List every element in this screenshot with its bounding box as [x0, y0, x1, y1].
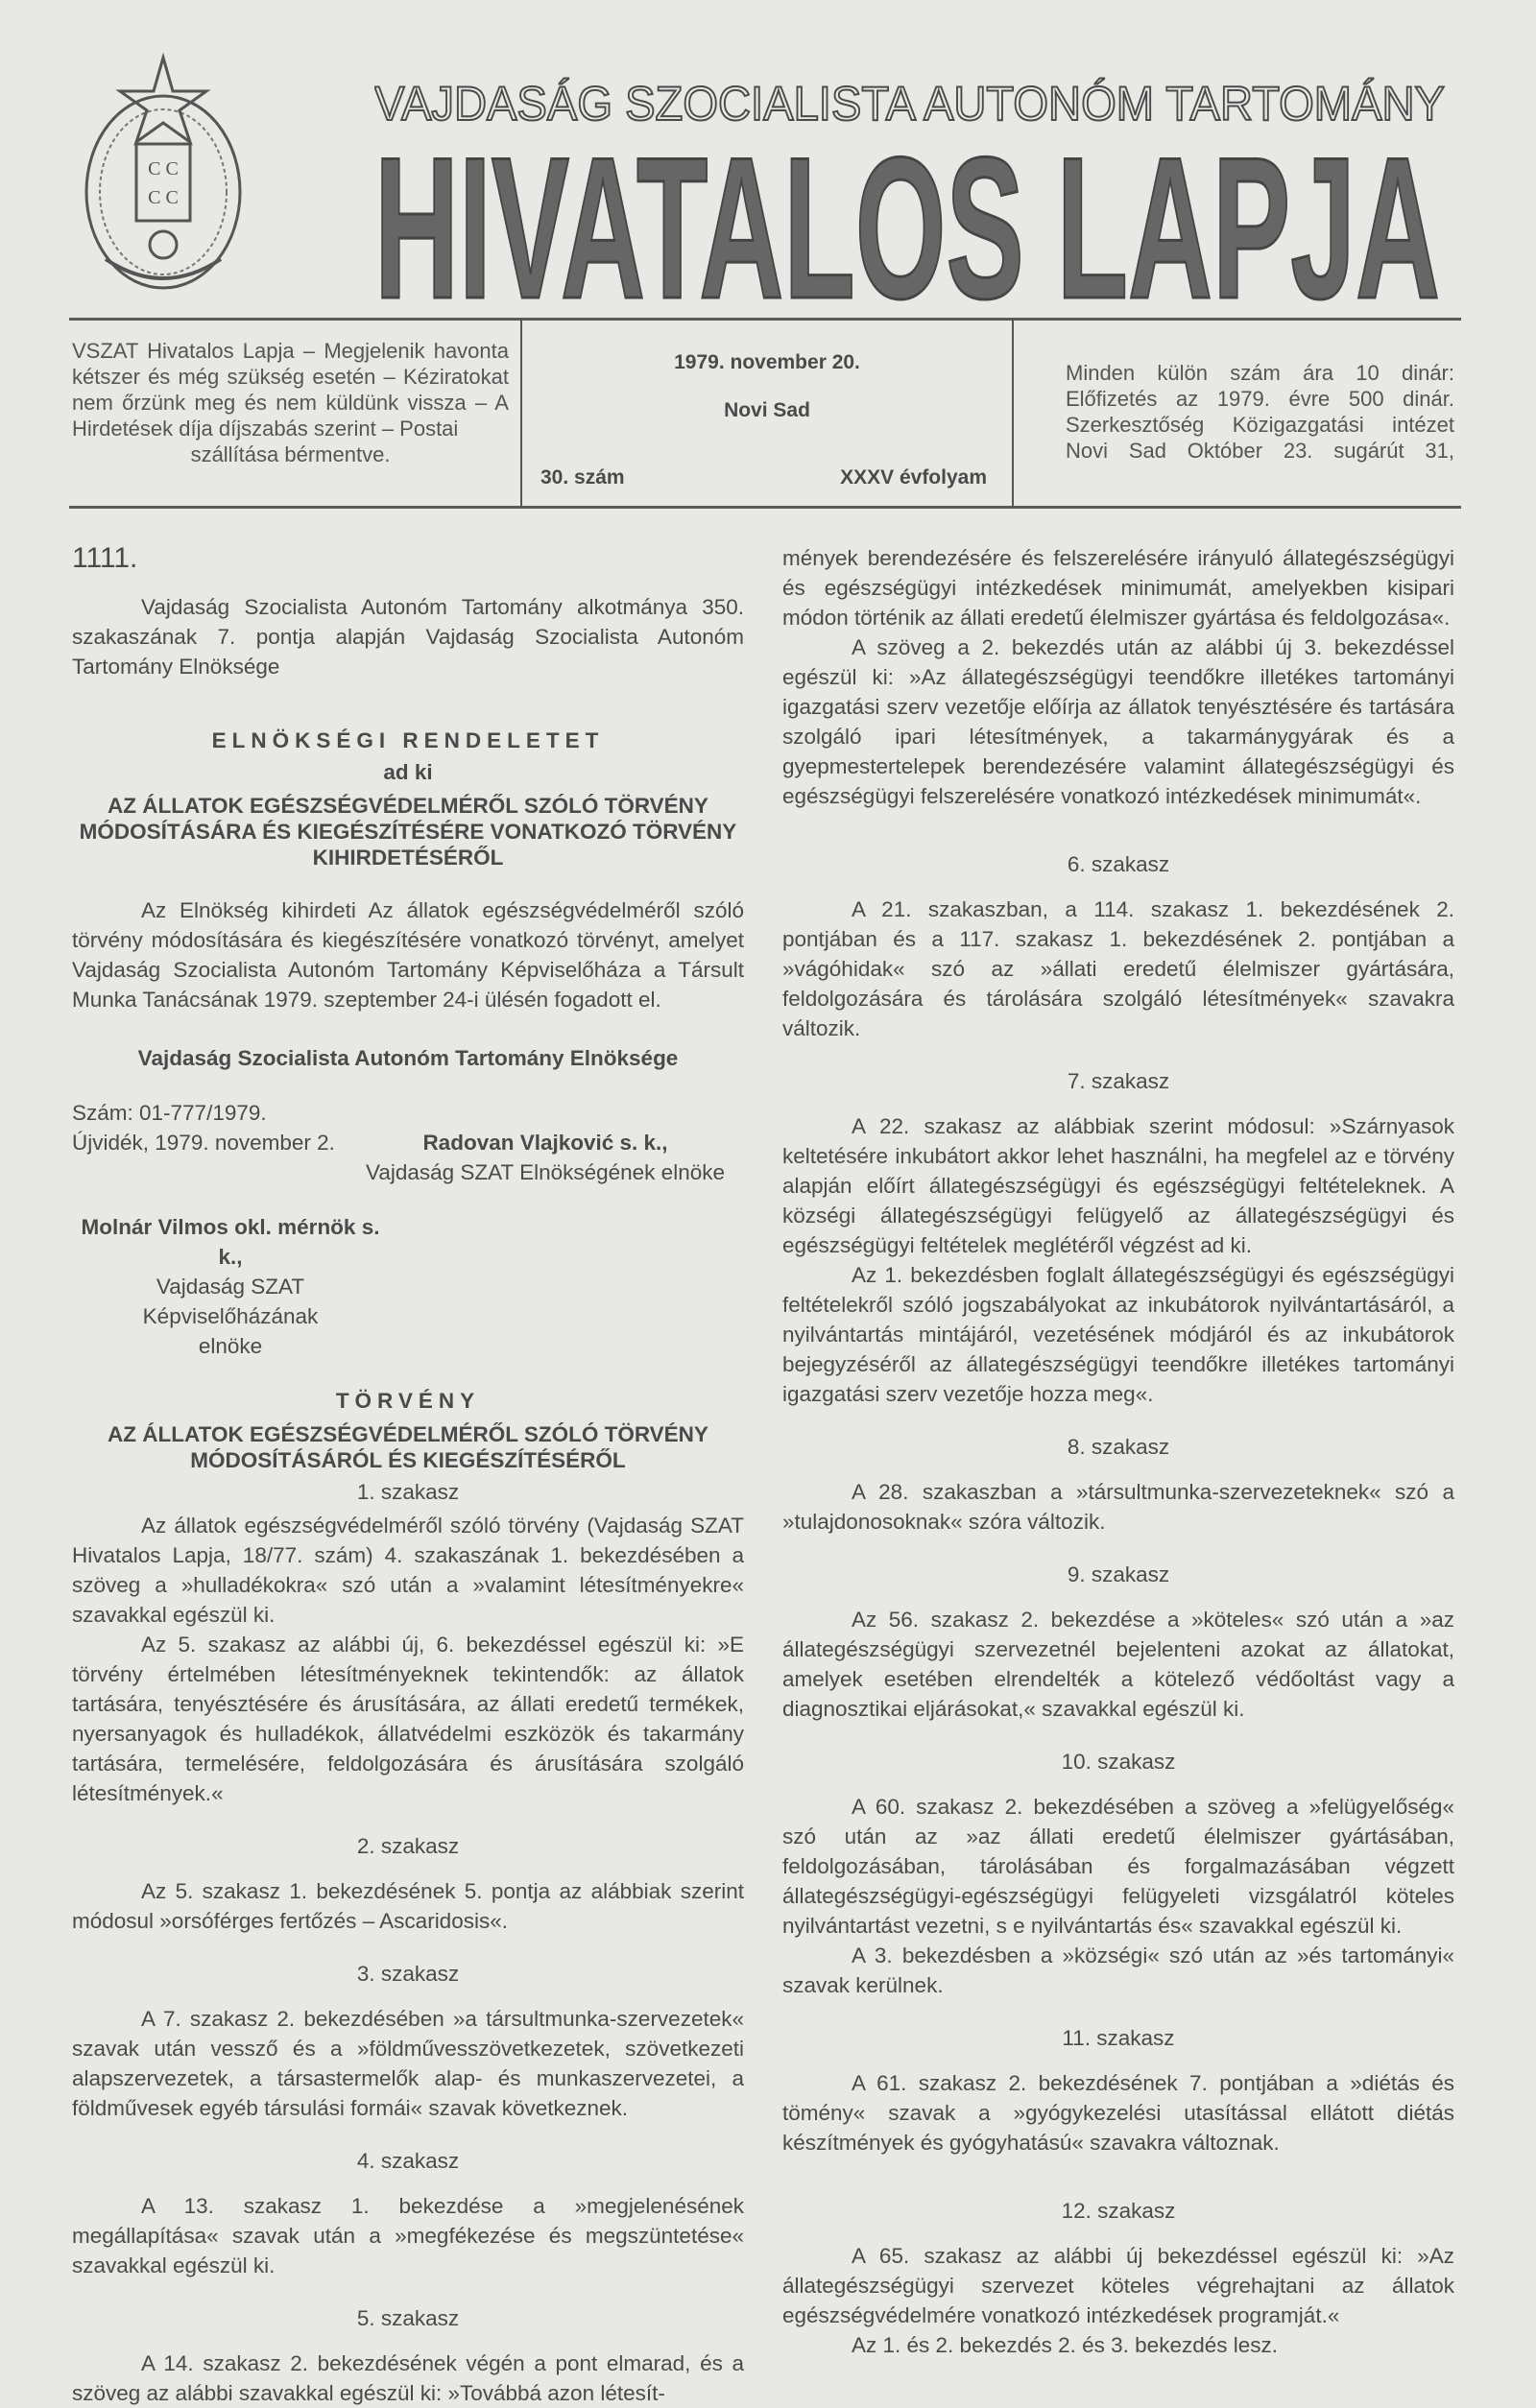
section-paragraph: A 60. szakasz 2. bekezdésében a szöveg a »felügyelőség« szó után az »az állati eredetű élelmiszer gyártásában, feldolgozásában, tárolásában és forgalmazásában végzett állategészségügyi-egészségügyi felügyeleti vizsgálatról köteles nyilvántartást vezetni, s e nyilvántartás és« szavakkal egészül ki. [782, 1795, 1454, 1938]
section-paragraph: A 28. szakaszban a »társultmunka-szervezeteknek« szó a »tulajdonosoknak« szóra változik. [782, 1480, 1454, 1534]
issue-number: 30. szám [540, 466, 625, 489]
section-paragraph: Az 56. szakasz 2. bekezdése a »köteles« szó után a »az állategészségügyi szervezetnél bejelenteni azokat az állatokat, amelyek esetében elrendelték a kötelező védőoltást vagy a diagnosztikai eljárásokat,« szavakkal egészül ki. [782, 1608, 1454, 1721]
issuer: Vajdaság Szocialista Autonóm Tartomány Elnöksége [137, 1046, 679, 1070]
coat-of-arms-emblem-icon [67, 38, 259, 298]
signer-name: Radovan Vlajković s. k., [422, 1131, 668, 1155]
section-paragraph: Az 1. és 2. bekezdés 2. és 3. bekezdés lesz. [852, 2333, 1279, 2357]
section-paragraph: A 3. bekezdésben a »községi« szó után az »és tartományi« szavak kerülnek. [782, 1943, 1454, 1997]
left-column [72, 543, 744, 2408]
decree-heading: ELNÖKSÉGI RENDELETET [211, 728, 605, 752]
section-heading: 8. szakasz [1067, 1435, 1170, 1459]
law-title: AZ ÁLLATOK EGÉSZSÉGVÉDELMÉRŐL SZÓLÓ TÖRVÉNY MÓDOSÍTÁSÁRÓL ÉS KIEGÉSZÍTÉSÉRŐL [108, 1422, 708, 1472]
masthead [374, 67, 1450, 307]
intro-paragraph: Vajdaság Szocialista Autonóm Tartomány alkotmánya 350. szakaszának 7. pontja alapján Vajdaság Szocialista Autonóm Tartomány Elnöksége [72, 595, 744, 679]
section-paragraph: A 22. szakasz az alábbiak szerint módosul: »Szárnyasok keltetésére inkubátort akkor lehet használni, ha megfelel az e törvény alapján előírt állategészségügyi és egészségügyi feltételeknek. A községi állategészségügyi felügyelő az állategészségügyi és egészségügyi feltételek meglétéről végzést ad ki. [782, 1114, 1454, 1257]
section-heading: 3. szakasz [356, 1962, 460, 1986]
section-heading: 5. szakasz [356, 2306, 460, 2330]
section-heading: 12. szakasz [1061, 2199, 1176, 2223]
signature-row [72, 1128, 744, 1187]
section-paragraph: A 14. szakasz 2. bekezdésének végén a pont elmarad, és a szöveg az alábbi szavakkal egészül ki: »Továbbá azon létesít- [72, 2351, 744, 2405]
document-number: 1111. [72, 542, 138, 574]
section-heading: 2. szakasz [356, 1834, 460, 1858]
header-divider [520, 320, 522, 507]
law-heading: TÖRVÉNY [335, 1389, 481, 1413]
masthead-subtitle: VAJDASÁG SZOCIALISTA AUTONÓM TARTOMÁNY [374, 77, 1445, 131]
section-paragraph: A 21. szakaszban, a 114. szakasz 1. bekezdésének 2. pontjában és a 117. szakasz 1. bekezdésének 2. pontjában a »vágóhidak« szó az »állati eredetű élelmiszer gyártására, feldolgozására és tárolására szolgáló létesítmények« szavakra változik. [782, 897, 1454, 1040]
svg-text:С С: С С [148, 158, 179, 179]
right-column [782, 543, 1454, 2360]
publication-notice [72, 338, 509, 467]
issue-volume: XXXV évfolyam [840, 466, 987, 489]
section-paragraph: A 61. szakasz 2. bekezdésének 7. pontjában a »diétás és tömény« szavak a »gyógykezelési utasítással ellátott diétás készítmények és gyógyhatású« szavakra változnak. [782, 2071, 1454, 2155]
header-divider [1012, 320, 1014, 507]
notice-text: VSZAT Hivatalos Lapja – Megjelenik havonta kétszer és még szükség esetén – Kéziratokat nem őrzünk meg és nem küldünk vissza – A Hirdetések díja díjszabás szerint – Postai [72, 339, 509, 441]
section-paragraph: A 7. szakasz 2. bekezdésében »a társultmunka-szervezetek« szavak után vessző és a »földművesszövetkezetek, szövetkezeti alapszervezetek, a társastermelők alap- és munkaszervezetei, a földművesek egyéb társulási formái« szavak következnek. [72, 2007, 744, 2120]
section-heading: 1. szakasz [356, 1480, 460, 1504]
decree-subheading: ad ki [383, 760, 433, 784]
section-heading: 11. szakasz [1062, 2026, 1175, 2050]
section-paragraph: Az 1. bekezdésben foglalt állategészségügyi és egészségügyi feltételekről szóló jogszabályokat az inkubátorok nyilvántartásáról, a nyilvántartás mintájáról, vezetésének módjáról és az inkubátorok bejegyzéséről az állategészségügyi teendőkre illetékes tartományi igazgatási szerv vezetője hozza meg«. [782, 1263, 1454, 1406]
issue-info [523, 320, 1011, 507]
section-paragraph: A 13. szakasz 1. bekezdése a »megjelenésének megállapítása« szavak után a »megfékezése és megszüntetése« szavakkal egészül ki. [72, 2194, 744, 2277]
issue-date: 1979. november 20. [674, 351, 860, 373]
signer-title: Vajdaság SZAT Képviselőházának [142, 1275, 319, 1328]
promulgation-paragraph: Az Elnökség kihirdeti Az állatok egészségvédelméről szóló törvény módosítására és kiegészítésére vonatkozó törvényt, amelyet Vajdaság Szocialista Autonóm Tartomány Képviselőháza a Társult Munka Tanácsának 1979. szeptember 24-i ülésén fogadott el. [72, 898, 744, 1012]
section-paragraph: mények berendezésére és felszerelésére irányuló állategészségügyi és egészségügyi intézkedések minimumát, amelyekben kisipari módon történik az állati eredetű élelmiszer gyártása és feldolgozása«. [782, 546, 1454, 630]
section-heading: 7. szakasz [1067, 1069, 1170, 1093]
signer-name: Molnár Vilmos okl. mérnök s. k., [81, 1215, 380, 1269]
masthead-title: HIVATALOS LAPJA [374, 115, 1440, 307]
signer-title: elnöke [198, 1334, 263, 1358]
price-info: Minden külön szám ára 10 dinár: Előfizetés az 1979. évre 500 dinár. Szerkesztőség Közigazgatási intézet Novi Sad Október 23. sugárút 31, [1066, 361, 1454, 463]
issue-city: Novi Sad [724, 399, 810, 421]
section-heading: 10. szakasz [1061, 1750, 1176, 1774]
section-paragraph: Az 5. szakasz 1. bekezdésének 5. pontja az alábbiak szerint módosul »orsóférges fertőzés – Ascaridosis«. [72, 1879, 744, 1933]
section-heading: 4. szakasz [356, 2149, 460, 2173]
place-date: Újvidék, 1979. november 2. [72, 1131, 335, 1155]
section-paragraph: Az 5. szakasz az alábbi új, 6. bekezdéssel egészül ki: »E törvény értelmében létesítményeknek tekintendők: az állatok tartására, tenyésztésére és árusítására, az állati eredetű termékek, nyersanyagok és hulladékok, állatvédelmi eszközök és takarmány tartására, termelésére, feldolgozására és árusítására szolgáló létesítmények.« [72, 1633, 744, 1805]
signer-title: Vajdaság SZAT Elnökségének elnöke [366, 1160, 725, 1184]
reference-number: Szám: 01-777/1979. [72, 1101, 267, 1125]
second-signature [72, 1212, 389, 1361]
section-heading: 6. szakasz [1067, 852, 1170, 876]
section-paragraph: A szöveg a 2. bekezdés után az alábbi új 3. bekezdéssel egészül ki: »Az állategészségügyi teendőkre illetékes tartományi igazgatási szerv vezetője előírja az állatok tenyésztésére és tartására szolgáló ipari létesítmények, a takarmánygyárak és a gyepmestertelepek berendezésére valamint állategészségügyi és egészségügyi felszerelésére vonatkozó intézkedések minimumát«. [782, 635, 1454, 808]
section-heading: 9. szakasz [1067, 1562, 1170, 1586]
notice-text-last: szállítása bérmentve. [190, 442, 391, 466]
svg-text:С С: С С [148, 187, 179, 208]
section-paragraph: Az állatok egészségvédelméről szóló törvény (Vajdaság SZAT Hivatalos Lapja, 18/77. szám) 4. szakaszának 1. bekezdésében a szöveg a »hulladékokra« szó után a »valamint létesítményekre« szavakkal egészül ki. [72, 1514, 744, 1627]
section-paragraph: A 65. szakasz az alábbi új bekezdéssel egészül ki: »Az állategészségügyi szervezet köteles végrehajtani az állatok egészségvédelmére vonatkozó intézkedések programját.« [782, 2244, 1454, 2327]
decree-title: AZ ÁLLATOK EGÉSZSÉGVÉDELMÉRŐL SZÓLÓ TÖRVÉNY MÓDOSÍTÁSÁRA ÉS KIEGÉSZÍTÉSÉRE VONATKOZÓ TÖRVÉNY KIHIRDETÉSÉRŐL [79, 794, 737, 870]
